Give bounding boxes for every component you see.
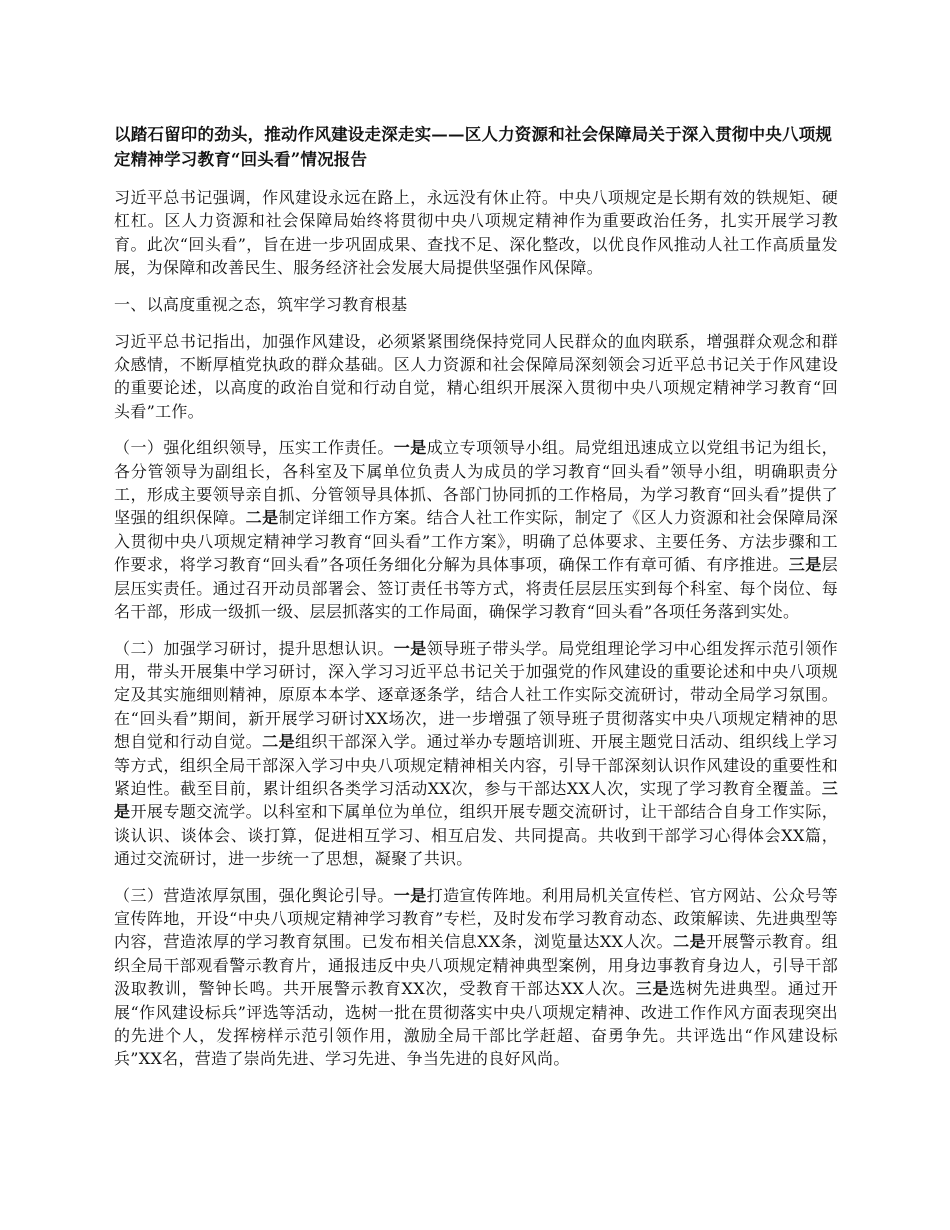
paragraph-heading: （一）强化组织领导，压实工作责任。 bbox=[114, 438, 394, 458]
paragraph-study bbox=[114, 637, 838, 871]
paragraph-text: 制定详细工作方案。结合人社工作实际，制定了《区人力资源和社会保障局深入贯彻中央八项规定精神学习教育“回头看”工作方案》，明确了总体要求、主要任务、方法步骤和工作要求，将学习教育“回头看”各项任务细化分解为具体事项，确保工作有章可循、有序推进。 bbox=[114, 508, 838, 575]
point-marker: 三是 bbox=[635, 979, 670, 999]
document-title: 以踏石留印的劲头，推动作风建设走深走实——区人力资源和社会保障局关于深入贯彻中央八项规定精神学习教育“回头看”情况报告 bbox=[114, 125, 833, 169]
point-marker: 二是 bbox=[262, 732, 296, 752]
point-marker: 一是 bbox=[393, 638, 427, 658]
paragraph-text: 层层压实责任。通过召开动员部署会、签订责任书等方式，将责任层层压实到每个科室、每个岗位、每名干部，形成一级抓一级、层层抓落实的工作局面，确保学习教育“回头看”各项任务落到实处。 bbox=[114, 555, 838, 622]
section-lead-paragraph: 习近平总书记指出，加强作风建设，必须紧紧围绕保持党同人民群众的血肉联系，增强群众观念和群众感情，不断厚植党执政的群众基础。区人力资源和社会保障局深刻领会习近平总书记关于作风建设的重要论述，以高度的政治自觉和行动自觉，精心组织开展深入贯彻中央八项规定精神学习教育“回头看”工作。 bbox=[114, 331, 838, 421]
paragraph-text: 开展警示教育。组织全局干部观看警示教育片，通报违反中央八项规定精神典型案例，用身边事教育身边人，引导干部汲取教训，警钟长鸣。共开展警示教育XX次，受教育干部达XX人次。 bbox=[114, 932, 838, 999]
intro-paragraph: 习近平总书记强调，作风建设永远在路上，永远没有休止符。中央八项规定是长期有效的铁规矩、硬杠杠。区人力资源和社会保障局始终将贯彻中央八项规定精神作为重要政治任务，扎实开展学习教育。此次“回头看”，旨在进一步巩固成果、查找不足、深化整改，以优良作风推动人社工作高质量发展，为保障和改善民生、服务经济社会发展大局提供坚强作风保障。 bbox=[114, 188, 838, 278]
paragraph-text: 打造宣传阵地。利用局机关宣传栏、官方网站、公众号等宣传阵地，开设“中央八项规定精神学习教育”专栏，及时发布学习教育动态、政策解读、先进典型等内容，营造浓厚的学习教育氛围。已发布相关信息XX条，浏览量达XX人次。 bbox=[114, 885, 838, 952]
paragraph-text: 开展专题交流学。以科室和下属单位为单位，组织开展专题交流研讨，让干部结合自身工作实际，谈认识、谈体会、谈打算，促进相互学习、相互启发、共同提高。共收到干部学习心得体会XX篇，通过交流研讨，进一步统一了思想，凝聚了共识。 bbox=[114, 802, 838, 869]
point-marker: 二是 bbox=[673, 932, 707, 952]
point-marker: 一是 bbox=[393, 438, 427, 458]
paragraph-text: 组织干部深入学。通过举办专题培训班、开展主题党日活动、组织线上学习等方式，组织全局干部深入学习中央八项规定精神相关内容，引导干部深刻认识作风建设的重要性和紧迫性。截至目前，累计组织各类学习活动XX次，参与干部达XX人次，实现了学习教育全覆盖。 bbox=[114, 732, 838, 798]
point-marker: 二是 bbox=[245, 508, 279, 528]
point-marker: 三是 bbox=[114, 778, 838, 822]
paragraph-text: 领导班子带头学。局党组理论学习中心组发挥示范引领作用，带头开展集中学习研讨，深入学习习近平总书记关于加强党的作风建设的重要论述和中央八项规定及其实施细则精神，原原本本学、逐章逐条学，结合人社工作实际交流研讨，带动全局学习氛围。在“回头看”期间，新开展学习研讨XX场次，进一步增强了领导班子贯彻落实中央八项规定精神的思想自觉和行动自觉。 bbox=[114, 638, 838, 752]
paragraph-heading: （三）营造浓厚氛围，强化舆论引导。 bbox=[114, 885, 394, 905]
paragraph-atmosphere bbox=[114, 884, 838, 1071]
paragraph-organization bbox=[114, 436, 838, 623]
paragraph-heading: （二）加强学习研讨，提升思想认识。 bbox=[114, 638, 394, 658]
section-heading: 一、以高度重视之态，筑牢学习教育根基 bbox=[114, 294, 408, 314]
paragraph-text: 选树先进典型。通过开展“作风建设标兵”评选等活动，选树一批在贯彻落实中央八项规定精神、改进工作作风方面表现突出的先进个人，发挥榜样示范引领作用，激励全局干部比学赶超、奋勇争先。共评选出“作风建设标兵”XX名，营造了崇尚先进、学习先进、争当先进的良好风尚。 bbox=[114, 979, 838, 1069]
paragraph-text: 成立专项领导小组。局党组迅速成立以党组书记为组长，各分管领导为副组长，各科室及下属单位负责人为成员的学习教育“回头看”领导小组，明确职责分工，形成主要领导亲自抓、分管领导具体抓、各部门协同抓的工作格局，为学习教育“回头看”提供了坚强的组织保障。 bbox=[114, 438, 838, 528]
point-marker: 三是 bbox=[788, 555, 822, 575]
point-marker: 一是 bbox=[393, 885, 427, 905]
